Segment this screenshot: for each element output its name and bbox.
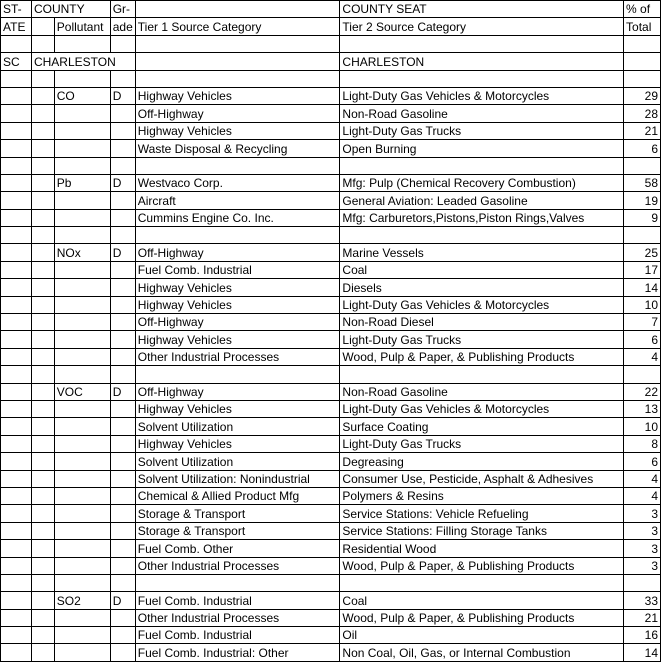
percent-total: 3	[624, 522, 661, 539]
tier1-source: Other Industrial Processes	[135, 348, 340, 365]
table-row	[1, 627, 661, 644]
percent-total: 4	[624, 470, 661, 487]
percent-total: 25	[624, 244, 661, 261]
spacer-row	[1, 574, 661, 591]
table-row	[1, 244, 661, 261]
tier2-source: Marine Vessels	[340, 244, 624, 261]
percent-total: 58	[624, 174, 661, 191]
tier1-source: Chemical & Allied Product Mfg	[135, 487, 340, 504]
tier1-source: Fuel Comb. Industrial	[135, 261, 340, 278]
tier2-source: Mfg: Carburetors,Pistons,Piston Rings,Valves	[340, 209, 624, 226]
percent-total: 19	[624, 192, 661, 209]
county-seat-name: CHARLESTON	[340, 53, 624, 70]
tier2-source: Consumer Use, Pesticide, Asphalt & Adhesives	[340, 470, 624, 487]
tier2-source: Oil	[340, 627, 624, 644]
table-row	[1, 296, 661, 313]
tier1-source: Aircraft	[135, 192, 340, 209]
header-pct-top: % of	[624, 1, 661, 18]
grade-label: D	[110, 383, 135, 400]
grade-label: D	[110, 244, 135, 261]
header-state-top: ST-	[1, 1, 32, 18]
table-row	[1, 331, 661, 348]
percent-total: 21	[624, 122, 661, 139]
spacer-row	[1, 35, 661, 52]
tier2-source: Light-Duty Gas Vehicles & Motorcycles	[340, 296, 624, 313]
tier1-source: Other Industrial Processes	[135, 557, 340, 574]
table-row	[1, 279, 661, 296]
header-tier1-top	[135, 1, 340, 18]
tier1-source: Solvent Utilization	[135, 418, 340, 435]
percent-total: 17	[624, 261, 661, 278]
tier2-source: Surface Coating	[340, 418, 624, 435]
table-row	[1, 105, 661, 122]
tier1-source: Storage & Transport	[135, 522, 340, 539]
percent-total: 6	[624, 331, 661, 348]
header-total: Total	[624, 18, 661, 35]
percent-total: 33	[624, 592, 661, 609]
tier1-source: Waste Disposal & Recycling	[135, 140, 340, 157]
tier1-source: Highway Vehicles	[135, 400, 340, 417]
pollutant-label: VOC	[54, 383, 110, 400]
tier2-source: Light-Duty Gas Trucks	[340, 331, 624, 348]
header-state-bottom: ATE	[1, 18, 32, 35]
tier2-source: Degreasing	[340, 453, 624, 470]
tier2-source: Open Burning	[340, 140, 624, 157]
tier1-source: Westvaco Corp.	[135, 174, 340, 191]
table-row	[1, 209, 661, 226]
tier1-source: Solvent Utilization	[135, 453, 340, 470]
pollutant-label: CO	[54, 87, 110, 104]
tier1-source: Solvent Utilization: Nonindustrial	[135, 470, 340, 487]
tier2-source: Light-Duty Gas Vehicles & Motorcycles	[340, 400, 624, 417]
grade-label: D	[110, 87, 135, 104]
tier2-source: Residential Wood	[340, 540, 624, 557]
tier2-source: Service Stations: Vehicle Refueling	[340, 505, 624, 522]
tier2-source: Coal	[340, 261, 624, 278]
table-row	[1, 522, 661, 539]
table-row	[1, 87, 661, 104]
header-county: COUNTY	[31, 1, 110, 18]
tier2-source: Non-Road Gasoline	[340, 383, 624, 400]
percent-total: 9	[624, 209, 661, 226]
percent-total: 13	[624, 400, 661, 417]
pollutant-label: Pb	[54, 174, 110, 191]
tier1-source: Fuel Comb. Industrial: Other	[135, 644, 340, 661]
percent-total: 28	[624, 105, 661, 122]
tier1-source: Highway Vehicles	[135, 87, 340, 104]
percent-total: 7	[624, 314, 661, 331]
tier1-source: Off-Highway	[135, 314, 340, 331]
table-row	[1, 592, 661, 609]
percent-total: 6	[624, 453, 661, 470]
emissions-table-body	[1, 1, 661, 662]
county-name: CHARLESTON	[31, 53, 135, 70]
percent-total: 22	[624, 383, 661, 400]
tier2-source: Light-Duty Gas Trucks	[340, 122, 624, 139]
tier1-source: Off-Highway	[135, 383, 340, 400]
table-row	[1, 122, 661, 139]
tier2-source: Mfg: Pulp (Chemical Recovery Combustion)	[340, 174, 624, 191]
county-state: SC	[1, 53, 32, 70]
table-row	[1, 540, 661, 557]
tier2-source: Wood, Pulp & Paper, & Publishing Products	[340, 348, 624, 365]
percent-total: 21	[624, 609, 661, 626]
tier1-source: Off-Highway	[135, 105, 340, 122]
tier2-source: Light-Duty Gas Trucks	[340, 435, 624, 452]
table-row	[1, 435, 661, 452]
header-grade-top: Gr-	[110, 1, 135, 18]
table-row	[1, 487, 661, 504]
table-row	[1, 418, 661, 435]
tier2-source: Light-Duty Gas Vehicles & Motorcycles	[340, 87, 624, 104]
grade-label: D	[110, 592, 135, 609]
table-row	[1, 400, 661, 417]
header-county-seat: COUNTY SEAT	[340, 1, 624, 18]
tier1-source: Storage & Transport	[135, 505, 340, 522]
spacer-row	[1, 227, 661, 244]
pollutant-label: NOx	[54, 244, 110, 261]
grade-label: D	[110, 174, 135, 191]
header-grade-bottom: ade	[110, 18, 135, 35]
percent-total: 6	[624, 140, 661, 157]
percent-total: 3	[624, 557, 661, 574]
percent-total: 4	[624, 487, 661, 504]
tier2-source: Polymers & Resins	[340, 487, 624, 504]
percent-total: 14	[624, 279, 661, 296]
pollutant-label: SO2	[54, 592, 110, 609]
header-pollutant: Pollutant	[54, 18, 110, 35]
table-row	[1, 383, 661, 400]
table-row	[1, 453, 661, 470]
percent-total: 4	[624, 348, 661, 365]
table-row	[1, 348, 661, 365]
percent-total: 14	[624, 644, 661, 661]
tier2-source: Non-Road Gasoline	[340, 105, 624, 122]
spacer-row	[1, 70, 661, 87]
tier1-source: Other Industrial Processes	[135, 609, 340, 626]
table-row	[1, 470, 661, 487]
header-county-blank	[31, 18, 54, 35]
percent-total: 3	[624, 505, 661, 522]
table-row	[1, 314, 661, 331]
percent-total: 10	[624, 296, 661, 313]
percent-total: 16	[624, 627, 661, 644]
tier1-source: Fuel Comb. Other	[135, 540, 340, 557]
table-row	[1, 174, 661, 191]
tier1-source: Fuel Comb. Industrial	[135, 627, 340, 644]
spacer-row	[1, 157, 661, 174]
percent-total: 8	[624, 435, 661, 452]
table-row	[1, 140, 661, 157]
tier2-source: General Aviation: Leaded Gasoline	[340, 192, 624, 209]
header-tier1: Tier 1 Source Category	[135, 18, 340, 35]
tier1-source: Highway Vehicles	[135, 296, 340, 313]
tier2-source: Wood, Pulp & Paper, & Publishing Products	[340, 609, 624, 626]
tier2-source: Non Coal, Oil, Gas, or Internal Combustion	[340, 644, 624, 661]
percent-total: 29	[624, 87, 661, 104]
table-row	[1, 192, 661, 209]
tier2-source: Coal	[340, 592, 624, 609]
county-row	[1, 53, 661, 70]
table-row	[1, 261, 661, 278]
tier1-source: Fuel Comb. Industrial	[135, 592, 340, 609]
header-tier2: Tier 2 Source Category	[340, 18, 624, 35]
percent-total: 3	[624, 540, 661, 557]
tier2-source: Non-Road Diesel	[340, 314, 624, 331]
tier1-source: Highway Vehicles	[135, 122, 340, 139]
tier2-source: Service Stations: Filling Storage Tanks	[340, 522, 624, 539]
header-row-2	[1, 18, 661, 35]
tier1-source: Off-Highway	[135, 244, 340, 261]
tier1-source: Highway Vehicles	[135, 435, 340, 452]
tier2-source: Wood, Pulp & Paper, & Publishing Products	[340, 557, 624, 574]
percent-total: 10	[624, 418, 661, 435]
tier2-source: Diesels	[340, 279, 624, 296]
tier1-source: Highway Vehicles	[135, 279, 340, 296]
table-row	[1, 557, 661, 574]
tier1-source: Highway Vehicles	[135, 331, 340, 348]
table-row	[1, 505, 661, 522]
tier1-source: Cummins Engine Co. Inc.	[135, 209, 340, 226]
header-row-1	[1, 1, 661, 18]
spacer-row	[1, 366, 661, 383]
table-row	[1, 609, 661, 626]
